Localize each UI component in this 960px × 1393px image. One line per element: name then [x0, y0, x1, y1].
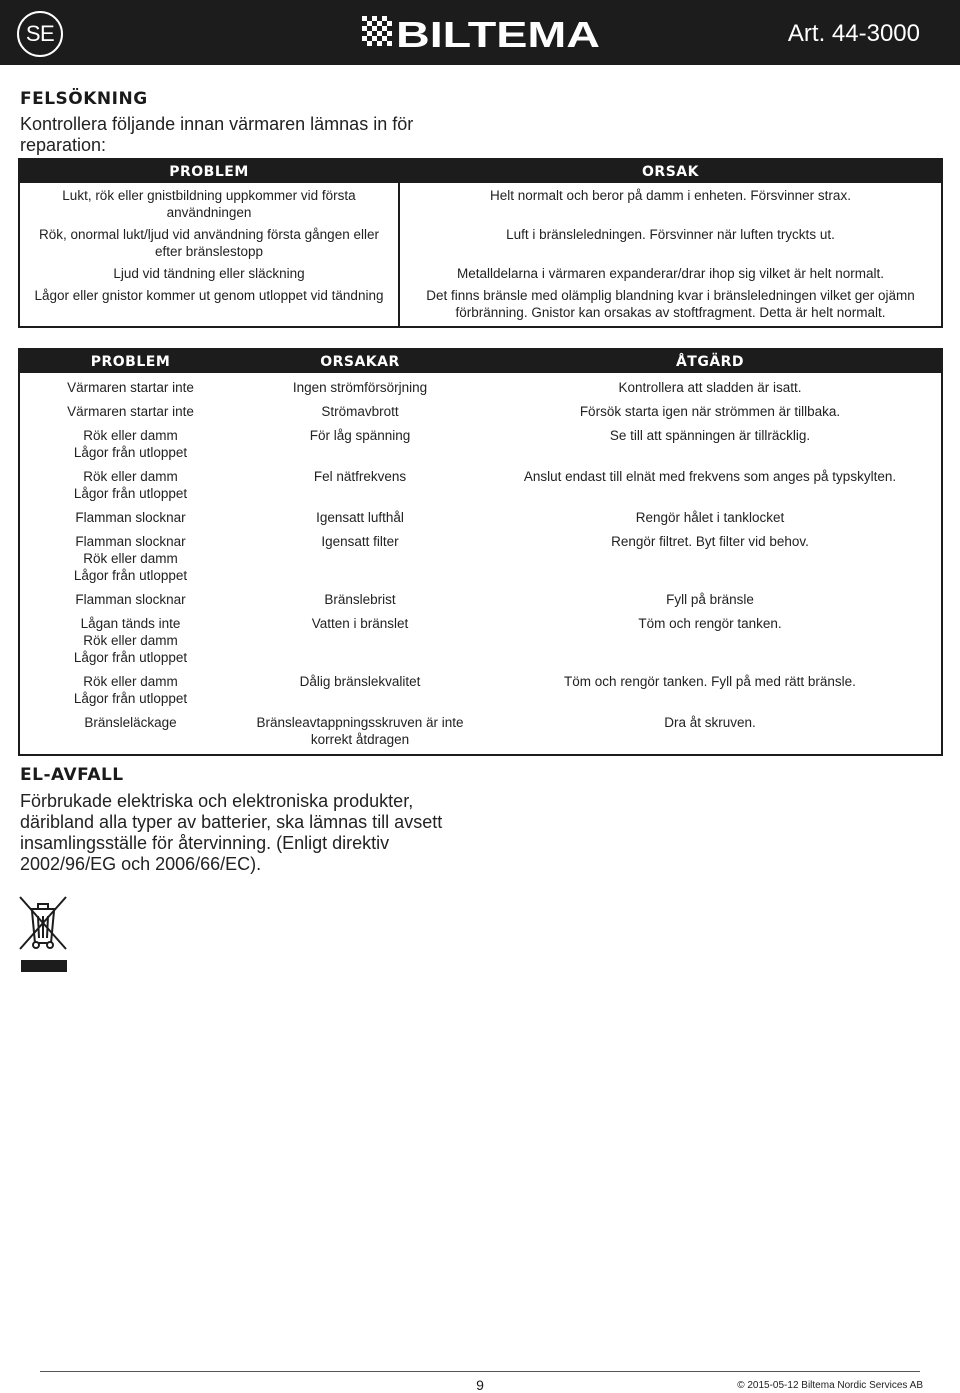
problem-cell: Flamman slocknar	[75, 592, 186, 607]
table-row	[19, 588, 942, 612]
action-cell: Fyll på bränsle	[666, 592, 754, 607]
cause-cell: Fel nätfrekvens	[313, 469, 407, 484]
table-row	[19, 183, 942, 224]
table-row	[19, 506, 942, 530]
table-header-row	[19, 159, 942, 183]
language-badge: SE	[17, 11, 63, 57]
table-row	[19, 711, 942, 755]
problem-cell: Flamman slocknar	[75, 510, 186, 525]
cause-cell: Igensatt lufthål	[316, 510, 404, 525]
brand-logo	[362, 16, 602, 50]
column-header-problem: PROBLEM	[19, 349, 241, 373]
problem-cell: Ljud vid tändning eller släckning	[19, 263, 399, 285]
action-cell: Töm och rengör tanken. Fyll på med rätt bränsle.	[564, 674, 856, 689]
footer-divider	[40, 1371, 920, 1372]
cause-cell: Bränsleavtappningsskruven är inte korrekt åtdragen	[256, 715, 464, 747]
problem-cell: Flamman slocknar Rök eller damm Lågor från utloppet	[73, 534, 188, 583]
cause-cell: Vatten i bränslet	[311, 616, 409, 631]
cause-cell: Dålig bränslekvalitet	[299, 674, 421, 689]
problem-cell: Lågor eller gnistor kommer ut genom utloppet vid tändning	[19, 285, 399, 327]
table-row	[19, 285, 942, 327]
weee-marking-bar	[21, 960, 67, 972]
problem-cell: Rök eller damm Lågor från utloppet	[73, 428, 188, 460]
cause-cell: Helt normalt och beror på damm i enheten. Försvinner strax.	[490, 188, 851, 203]
cause-cell: Ingen strömförsörjning	[292, 380, 428, 395]
cause-cell: Metalldelarna i värmaren expanderar/drar ihop sig vilket är helt normalt.	[457, 266, 884, 281]
section-title-troubleshooting: FELSÖKNING	[20, 89, 148, 109]
column-header-cause: ORSAK	[399, 159, 942, 183]
table-row	[19, 263, 942, 285]
problem-cell: Lukt, rök eller gnistbildning uppkommer vid första användningen	[19, 183, 399, 224]
table-header-row	[19, 349, 942, 373]
column-header-problem: PROBLEM	[19, 159, 399, 183]
cause-cell: Strömavbrott	[321, 404, 399, 419]
action-cell: Rengör hålet i tanklocket	[635, 510, 785, 525]
cause-cell: Det finns bränsle med olämplig blandning kvar i bränsleledningen vilket ger ojämn förbränning. Gnistor kan orsakas av stoftfragment. Detta är helt normalt.	[426, 288, 915, 320]
column-header-causes: ORSAKAR	[241, 349, 479, 373]
crossed-out-bin-icon	[18, 893, 68, 953]
problem-cause-action-table	[18, 348, 943, 756]
table-row	[19, 530, 942, 588]
action-cell: Anslut endast till elnät med frekvens som anges på typskylten.	[523, 469, 897, 484]
page-header	[0, 0, 960, 65]
action-cell: Dra åt skruven.	[664, 715, 756, 730]
problem-cell: Bränsleläckage	[84, 715, 177, 730]
action-cell: Kontrollera att sladden är isatt.	[618, 380, 802, 395]
problem-cell: Rök, onormal lukt/ljud vid användning första gången eller efter bränslestopp	[19, 224, 399, 263]
problem-cause-table	[18, 158, 943, 328]
table-row	[19, 465, 942, 506]
table-row	[19, 373, 942, 400]
problem-cell: Lågan tänds inte Rök eller damm Lågor från utloppet	[73, 616, 188, 665]
action-cell: Töm och rengör tanken.	[638, 616, 782, 631]
problem-cell: Rök eller damm Lågor från utloppet	[73, 469, 188, 501]
section-title-weee: EL-AVFALL	[20, 765, 124, 785]
table-row	[19, 224, 942, 263]
problem-cell: Värmaren startar inte	[67, 404, 194, 419]
cause-cell: Luft i bränsleledningen. Försvinner när luften tryckts ut.	[506, 227, 835, 242]
problem-cell: Rök eller damm Lågor från utloppet	[73, 674, 188, 706]
action-cell: Rengör filtret. Byt filter vid behov.	[611, 534, 809, 549]
troubleshooting-intro: Kontrollera följande innan värmaren lämnas in för reparation:	[20, 114, 414, 155]
table-row	[19, 670, 942, 711]
problem-cell: Värmaren startar inte	[67, 380, 194, 395]
action-cell: Försök starta igen när strömmen är tillbaka.	[579, 404, 841, 419]
weee-text: Förbrukade elektriska och elektroniska produkter, däribland alla typer av batterier, ska lämnas till avsett insamlingsställe för återvinning. (Enligt direktiv 2002/96/EG och 2006/66/EC).	[20, 791, 443, 874]
table-row	[19, 400, 942, 424]
copyright-notice: © 2015-05-12 Biltema Nordic Services AB	[737, 1380, 923, 1391]
cause-cell: Igensatt filter	[321, 534, 399, 549]
column-header-action: ÅTGÄRD	[479, 349, 942, 373]
cause-cell: För låg spänning	[309, 428, 411, 443]
action-cell: Se till att spänningen är tillräcklig.	[609, 428, 811, 443]
cause-cell: Bränslebrist	[324, 592, 396, 607]
table-row	[19, 424, 942, 465]
article-number: Art. 44-3000	[787, 20, 920, 47]
page-number: 9	[476, 1377, 484, 1393]
table-row	[19, 612, 942, 670]
svg-text:BILTEMA: BILTEMA	[396, 16, 600, 50]
